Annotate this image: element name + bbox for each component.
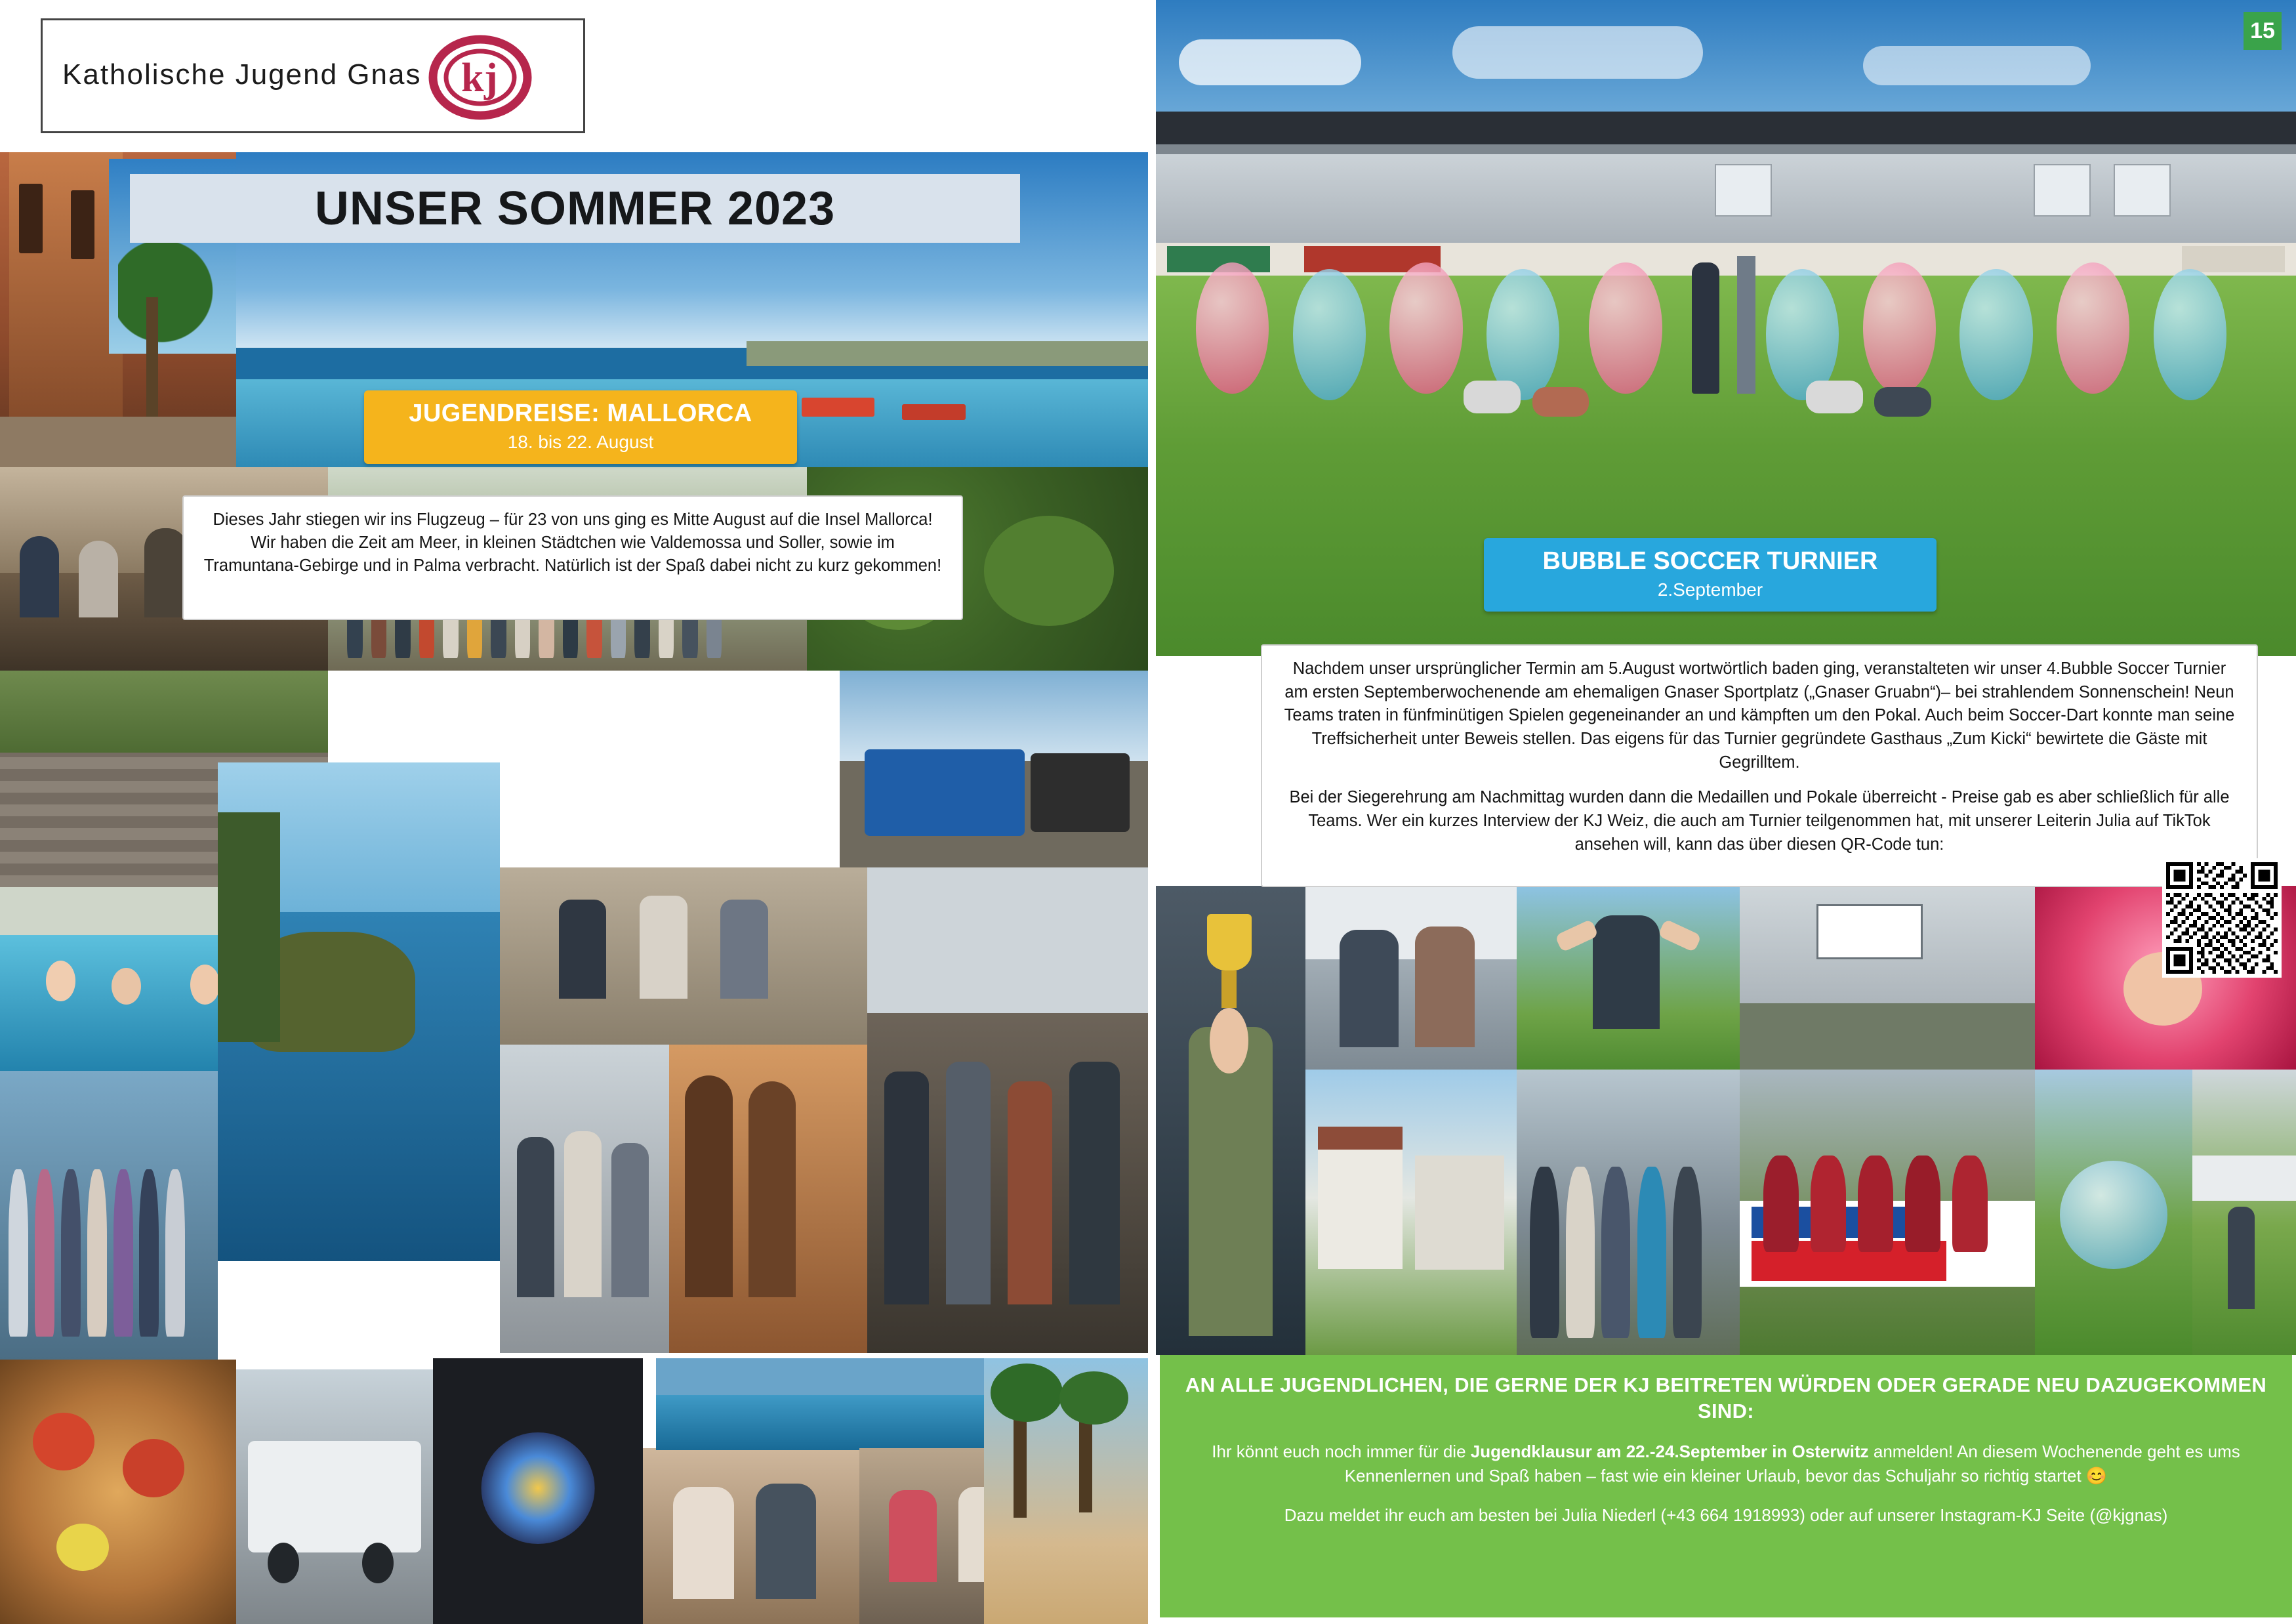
photo-mallorca-jeep-white [236,1369,433,1624]
photo-mallorca-cathedral [433,1358,643,1624]
masthead [0,0,1148,152]
callout-paragraph-1 [1182,1440,2270,1489]
bubble-soccer-label [1484,538,1937,612]
callout-p1-highlight: Jugendklausur am 22.-24.September in Osterwitz [1470,1441,1869,1461]
page-title: UNSER SOMMER 2023 [314,182,836,235]
mallorca-photo-collage [0,152,1148,1624]
photo-mallorca-market-street [867,867,1148,1353]
callout-paragraph-2: Dazu meldet ihr euch am besten bei Julia Niederl (+43 664 1918993) oder auf unserer Instagram-KJ Seite (@kjgnas) [1284,1505,2168,1525]
photo-mallorca-wall-sitting [500,867,867,1045]
callout-box [1160,1355,2292,1617]
kj-logo-icon [422,26,539,129]
svg-text:j: j [484,56,498,100]
photo-segway-field [2192,1070,2296,1355]
mallorca-label-date: 18. bis 22. August [507,432,654,452]
photo-mallorca-jeep-tour [840,671,1148,867]
callout-p1-part-c: anmelden! An diesem Wochenende geht es ums Kennenlernen und Spaß haben – fast wie ein kleiner Urlaub, bevor das Schuljahr so richtig startet 😊 [1344,1441,2240,1486]
bubble-soccer-label-date: 2.September [1657,579,1763,600]
photo-team-photo-podium [1517,1070,1740,1355]
mallorca-body-text: Dieses Jahr stiegen wir ins Flugzeug – für 23 von uns ging es Mitte August auf die Insel Mallorca! Wir haben die Zeit am Meer, in kleinen Städtchen wie Valdemossa und Soller, sowie im Tramuntana-Gebirge und in Palma verbracht. Natürlich ist der Spaß dabei nicht zu kurz gekommen! [203,510,942,575]
photo-mallorca-group-arch [500,1045,669,1353]
photo-bubble-rolling [2035,1070,2192,1355]
photo-winner-trophy [1156,886,1305,1355]
photo-mallorca-arcade [669,1045,867,1353]
photo-village-houses [1305,1070,1517,1355]
photo-celebrating-player [1517,886,1740,1070]
right-column [1156,0,2296,1624]
mallorca-label [364,390,797,464]
callout-p1-part-a: Ihr könnt euch noch immer für die [1212,1441,1471,1461]
photo-mallorca-cove [656,1358,984,1450]
photo-medal-winners [1305,886,1517,1070]
bubble-soccer-body-p1: Nachdem unser ursprünglicher Termin am 5.August wortwörtlich baden ging, veranstalteten wir unser 4.Bubble Soccer Turnier am ersten Septemberwochenende am ehemaligen Gnaser Sportplatz („Gnaser Gruabn“)– bei strahlendem Sonnenschein! Neun Teams traten in fünfminütigen Spielen gegeneinander an und kämpften um den Pokal. Auch beim Soccer-Dart konnte man seine Treffsicherheit unter Beweis stellen. Das eigens für das Turnier gegründete Gasthaus „Zum Kicki“ bewirtete die Gäste mit Gegrilltem. [1284,659,2235,772]
logo-box [41,18,585,133]
bubble-soccer-photo-grid [1156,886,2296,1355]
photo-soccer-dart-wall [1740,886,2035,1070]
photo-team-cryovac-banner [1740,1070,2035,1355]
photo-mallorca-paella [0,1360,236,1624]
bubble-soccer-body-p2: Bei der Siegerehrung am Nachmittag wurden dann die Medaillen und Pokale überreicht - Preise gab es aber schließlich für alle Teams. Wer ein kurzes Interview der KJ Weiz, die auch am Turnier teilgenommen hat, mit unserer Leiterin Julia auf TikTok ansehen will, kann das über diesen QR-Code tun: [1289,788,2230,854]
page-title-banner [130,174,1020,243]
callout-heading: AN ALLE JUGENDLICHEN, DIE GERNE DER KJ BEITRETEN WÜRDEN ODER GERADE NEU DAZUGEKOMMEN SIND: [1185,1373,2267,1423]
photo-mallorca-cliff-view [218,762,500,1261]
mallorca-text-card [182,495,963,620]
photo-mallorca-two-friends [643,1448,859,1624]
mallorca-label-heading: JUGENDREISE: MALLORCA [409,400,752,427]
svg-text:k: k [461,56,484,100]
organization-name: Katholische Jugend Gnas [62,58,422,91]
qr-code[interactable] [2162,858,2282,978]
photo-mallorca-palm-beach [984,1358,1148,1624]
photo-mallorca-via-ferrata [0,1071,218,1360]
bubble-soccer-text-card [1261,644,2258,887]
page-number-badge: 15 [2244,12,2282,50]
bubble-soccer-label-heading: BUBBLE SOCCER TURNIER [1542,547,1878,575]
